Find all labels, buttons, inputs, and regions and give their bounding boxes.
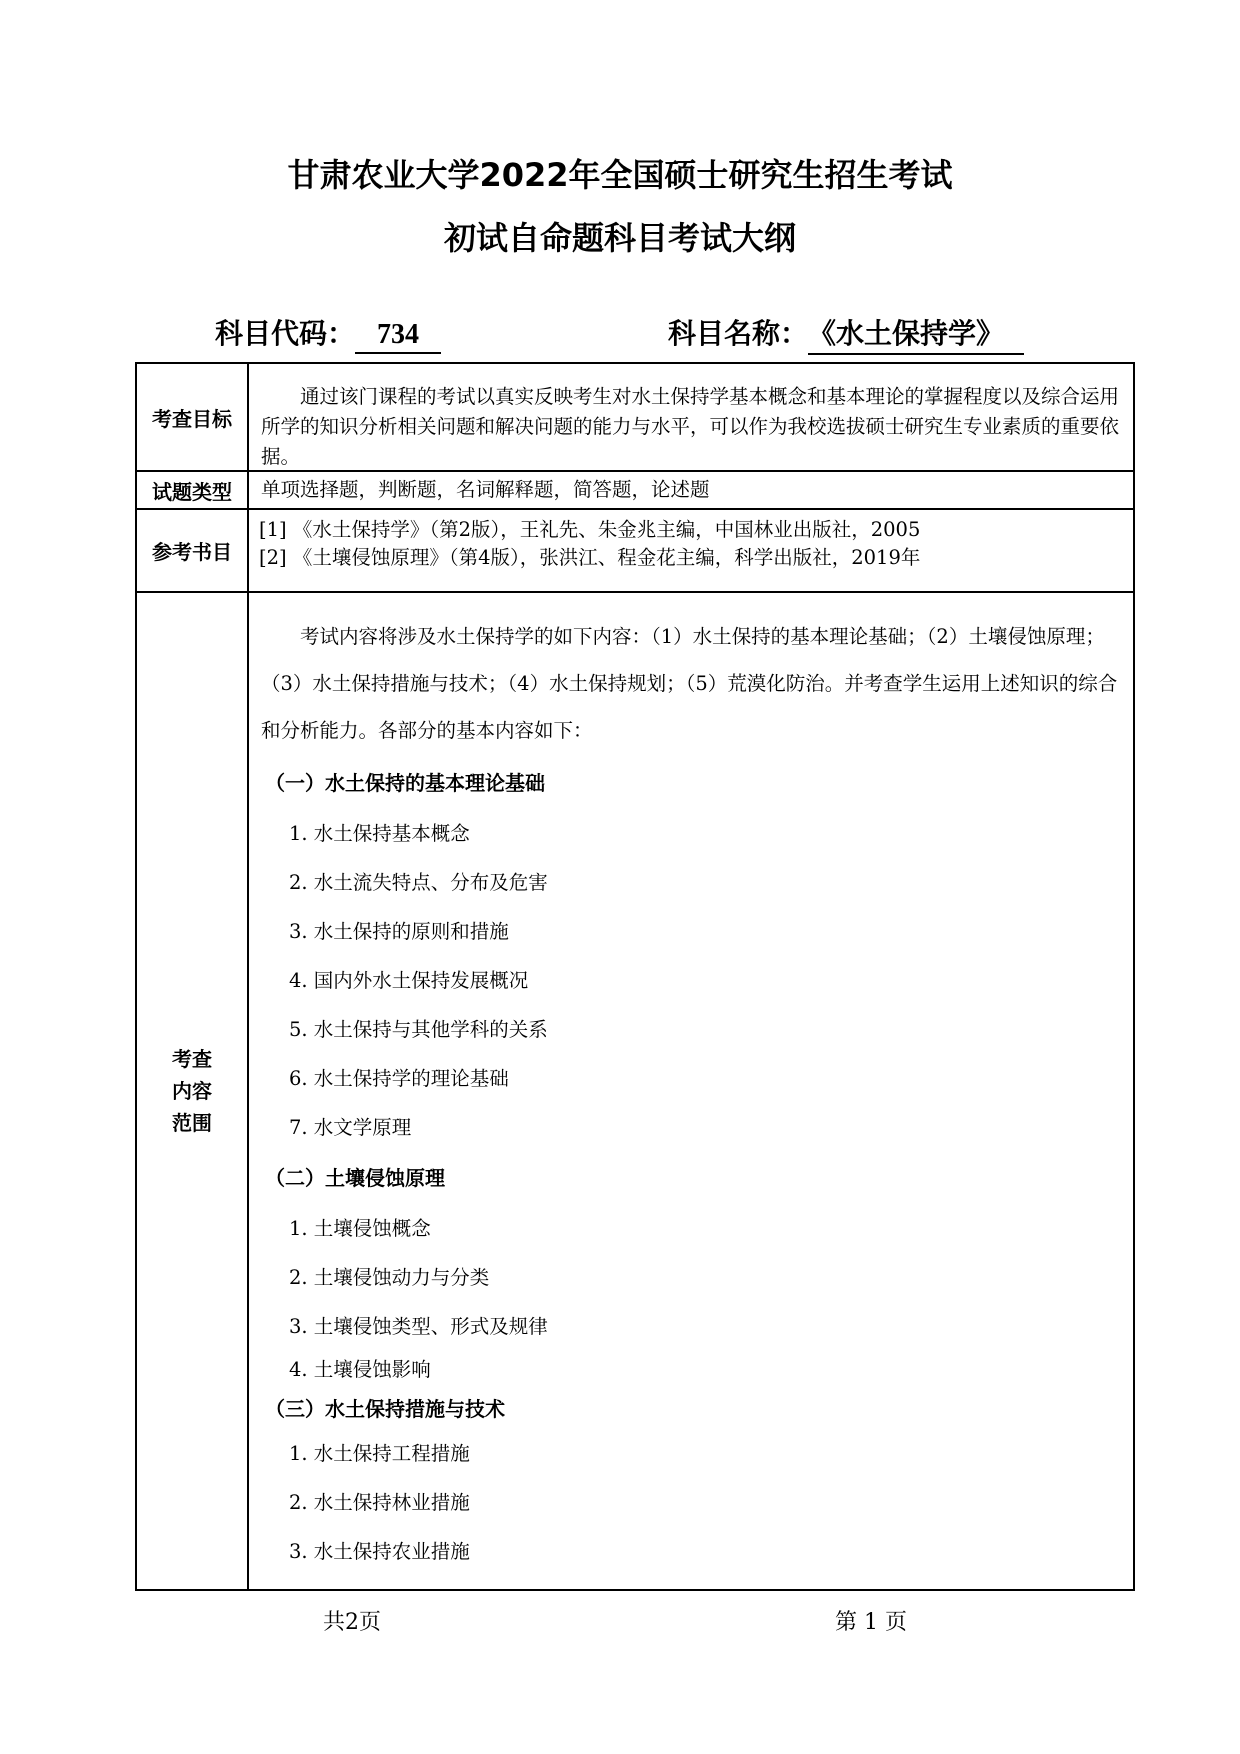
references-cell [248, 509, 1134, 592]
list-item: 2. 土壤侵蚀动力与分类 [289, 1266, 490, 1289]
subject-name [668, 312, 1024, 355]
question-types-cell [248, 471, 1134, 509]
list-item: 4. 国内外水土保持发展概况 [289, 969, 529, 992]
section-heading: （一）水土保持的基本理论基础 [265, 771, 545, 795]
footer-page-number: 第 1 页 [835, 1610, 907, 1635]
list-item: 3. 水土保持农业措施 [289, 1540, 470, 1563]
references-row [136, 509, 1134, 592]
goal-cell [248, 363, 1134, 471]
reference-item: [2] 《土壤侵蚀原理》（第4版），张洪江、程金花主编，科学出版社，2019年 [259, 546, 921, 569]
list-item: 1. 水土保持工程措施 [289, 1442, 470, 1465]
list-item: 4. 土壤侵蚀影响 [289, 1358, 431, 1381]
document-title-line1: 甘肃农业大学2022年全国硕士研究生招生考试 [287, 156, 953, 194]
footer-total-pages: 共2页 [323, 1610, 381, 1635]
scope-label-line: 内容 [172, 1079, 212, 1103]
goal-row [136, 363, 1134, 471]
list-item: 7. 水文学原理 [289, 1116, 412, 1139]
subject-name-value: 《水土保持学》 [808, 312, 1024, 355]
references-list [249, 510, 1133, 591]
goal-text: 通过该门课程的考试以真实反映考生对水土保持学基本概念和基本理论的掌握程度以及综合运用所学的知识分析相关问题和解决问题的能力与水平，可以作为我校选拔硕士研究生专业素质的重要依据。 [261, 385, 1120, 468]
list-item: 2. 水土流失特点、分布及危害 [289, 871, 548, 894]
section-heading: （三）水土保持措施与技术 [265, 1397, 505, 1421]
section-heading: （二）土壤侵蚀原理 [265, 1166, 445, 1190]
scope-cell [248, 592, 1134, 1590]
scope-label [136, 592, 248, 1590]
question-types-row [136, 471, 1134, 509]
subject-code-value: 734 [355, 319, 441, 354]
list-item: 1. 水土保持基本概念 [289, 822, 470, 845]
document-title-line2: 初试自命题科目考试大纲 [443, 219, 796, 257]
subject-code [215, 312, 441, 354]
question-types-text: 单项选择题，判断题，名词解释题，简答题，论述题 [261, 478, 710, 501]
scope-content [249, 593, 1133, 1589]
subject-name-label: 科目名称： [668, 317, 809, 350]
goal-label: 考查目标 [136, 363, 248, 471]
scope-intro: 考试内容将涉及水土保持学的如下内容：（1）水土保持的基本理论基础；（2）土壤侵蚀原理；（3）水土保持措施与技术；（4）水土保持规划；（5）荒漠化防治。并考查学生运用上述知识的综合和分析能力。各部分的基本内容如下： [261, 625, 1118, 742]
syllabus-table [135, 362, 1135, 1591]
list-item: 3. 水土保持的原则和措施 [289, 920, 509, 943]
list-item: 5. 水土保持与其他学科的关系 [289, 1018, 548, 1041]
scope-row [136, 592, 1134, 1590]
scope-label-line: 考查 [172, 1047, 212, 1071]
list-item: 6. 水土保持学的理论基础 [289, 1067, 509, 1090]
question-types-label: 试题类型 [136, 471, 248, 509]
list-item: 1. 土壤侵蚀概念 [289, 1217, 431, 1240]
reference-item: [1] 《水土保持学》（第2版），王礼先、朱金兆主编，中国林业出版社，2005 [259, 518, 921, 541]
list-item: 2. 水土保持林业措施 [289, 1491, 470, 1514]
references-label: 参考书目 [136, 509, 248, 592]
subject-code-label: 科目代码： [215, 317, 356, 350]
scope-label-line: 范围 [172, 1111, 212, 1135]
list-item: 3. 土壤侵蚀类型、形式及规律 [289, 1315, 548, 1338]
